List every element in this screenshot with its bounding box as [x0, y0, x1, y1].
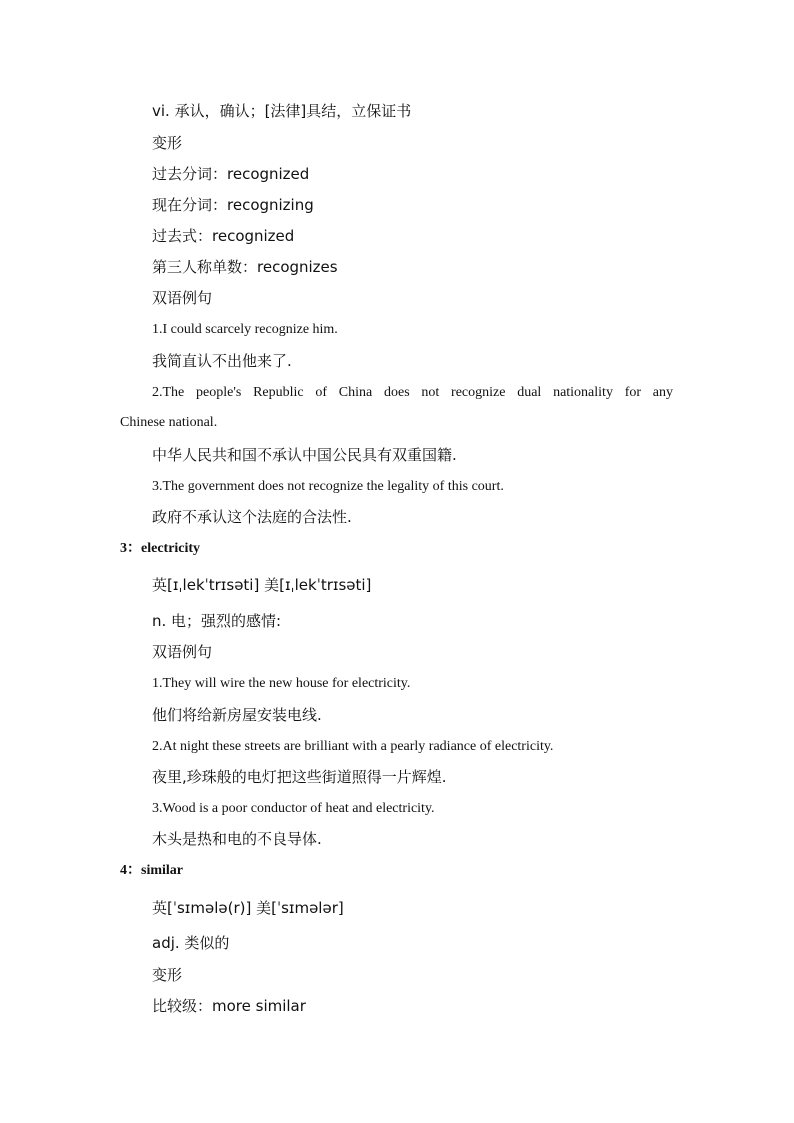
inflection-heading: 变形 — [152, 966, 183, 984]
example-sentence: 1.I could scarcely recognize him. — [152, 322, 338, 337]
pronunciation: 英[ˈsɪmələ(r)] 美[ˈsɪmələr] — [152, 899, 344, 917]
present-participle: 现在分词：recognizing — [152, 196, 314, 214]
example-sentence: 1.They will wire the new house for electricity. — [152, 676, 411, 691]
example-translation: 我简直认不出他来了. — [152, 352, 292, 370]
comparative: 比较级：more similar — [152, 997, 306, 1015]
example-sentence: 2.The people's Republic of China does not recognize dual nationality for any — [152, 385, 673, 400]
third-person-singular: 第三人称单数：recognizes — [152, 258, 338, 276]
inflection-heading: 变形 — [152, 134, 183, 152]
past-tense: 过去式：recognized — [152, 227, 295, 245]
past-participle: 过去分词：recognized — [152, 165, 310, 183]
example-sentence: 2.At night these streets are brilliant with a pearly radiance of electricity. — [152, 739, 554, 754]
pronunciation: 英[ɪˌlekˈtrɪsəti] 美[ɪˌlekˈtrɪsəti] — [152, 576, 372, 594]
definition-n: n. 电；强烈的感情: — [152, 612, 282, 630]
example-translation: 政府不承认这个法庭的合法性. — [152, 508, 352, 526]
examples-heading: 双语例句 — [152, 289, 213, 307]
example-sentence: 3.The government does not recognize the legality of this court. — [152, 479, 504, 494]
example-sentence: 3.Wood is a poor conductor of heat and electricity. — [152, 801, 435, 816]
word-heading-similar: 4：similar — [120, 863, 183, 878]
example-sentence-continued: Chinese national. — [120, 415, 218, 430]
example-translation: 中华人民共和国不承认中国公民具有双重国籍. — [152, 446, 457, 464]
example-translation: 他们将给新房屋安装电线. — [152, 706, 322, 724]
definition-vi: vi. 承认，确认；[法律]具结，立保证书 — [152, 102, 412, 120]
word-heading-electricity: 3：electricity — [120, 541, 201, 556]
example-translation: 木头是热和电的不良导体. — [152, 830, 322, 848]
definition-adj: adj. 类似的 — [152, 934, 230, 952]
examples-heading: 双语例句 — [152, 643, 213, 661]
example-translation: 夜里,珍珠般的电灯把这些街道照得一片辉煌. — [152, 768, 447, 786]
